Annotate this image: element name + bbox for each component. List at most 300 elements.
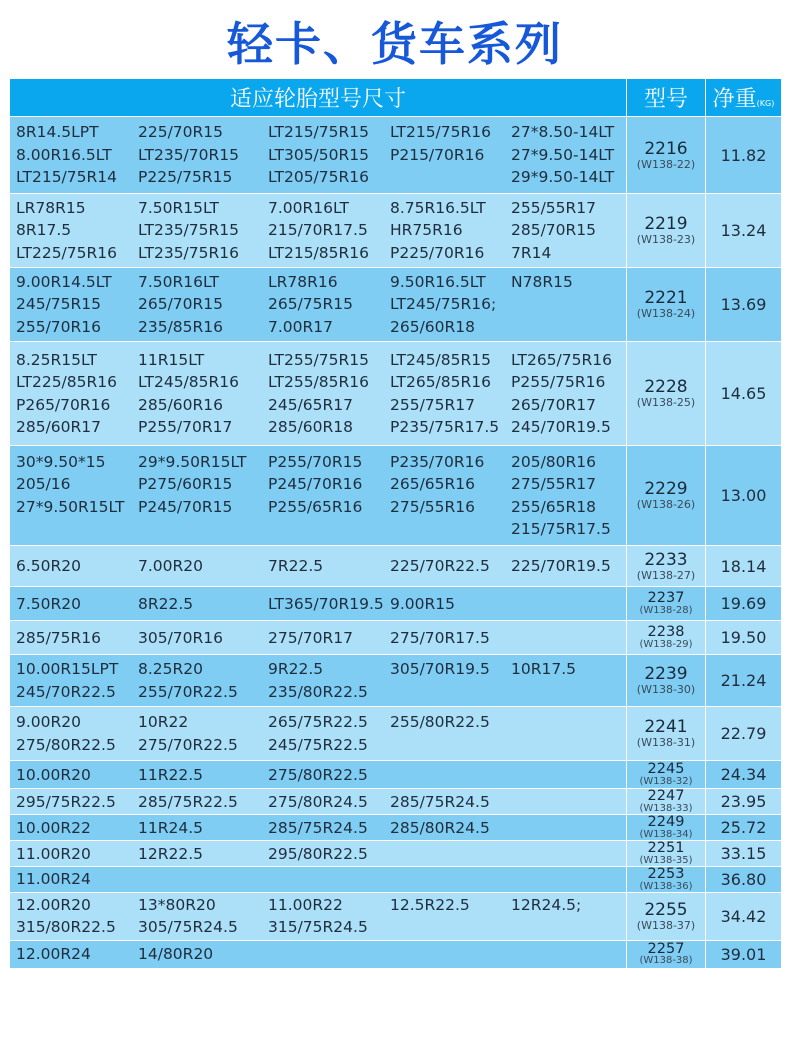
model-cell bbox=[627, 940, 706, 968]
tire-size: LT215/75R16 bbox=[390, 123, 491, 142]
tire-size: 9.00R20 bbox=[16, 713, 82, 731]
tire-size-line bbox=[16, 589, 626, 619]
tire-size: 285/75R22.5 bbox=[138, 792, 238, 811]
model-cell bbox=[627, 707, 706, 761]
tire-size: 225/70R19.5 bbox=[511, 556, 611, 575]
model-number: 2216 bbox=[644, 138, 688, 159]
tire-size: 11.00R20 bbox=[16, 844, 91, 863]
tire-size-line bbox=[16, 496, 626, 519]
tire-size bbox=[511, 711, 626, 734]
model-number: 2237 bbox=[647, 590, 685, 607]
tire-size: 7R14 bbox=[511, 243, 552, 262]
tire-size: 225/70R15 bbox=[138, 123, 224, 142]
tire-size: 235/85R16 bbox=[138, 317, 224, 336]
table-row bbox=[10, 655, 782, 707]
tire-size: N78R15 bbox=[511, 272, 573, 291]
tire-size: 245/70R19.5 bbox=[511, 418, 611, 436]
tire-size bbox=[138, 518, 268, 541]
tire-size: 10R17.5 bbox=[511, 660, 577, 678]
tire-size: 285/80R24.5 bbox=[390, 818, 490, 837]
tire-size-line bbox=[16, 451, 626, 474]
tire-size-line bbox=[16, 623, 626, 653]
tire-size: 10.00R22 bbox=[16, 818, 91, 837]
model-number: 2239 bbox=[644, 664, 688, 684]
tire-size: 7.50R16LT bbox=[138, 272, 219, 291]
tire-sizes-cell bbox=[10, 342, 627, 446]
table-row bbox=[10, 841, 782, 867]
tire-size: 275/70R17 bbox=[268, 628, 354, 647]
net-weight: 13.00 bbox=[706, 446, 782, 546]
tire-size bbox=[511, 843, 626, 865]
model-code: (W138-24) bbox=[636, 307, 696, 320]
tire-size-line bbox=[16, 121, 626, 144]
tire-size: 225/70R22.5 bbox=[390, 556, 490, 575]
tire-size: 245/75R15 bbox=[16, 295, 102, 314]
tire-size: LT245/85R15 bbox=[390, 350, 491, 369]
model-number: 2253 bbox=[647, 866, 685, 882]
tire-size: 9R22.5 bbox=[268, 660, 324, 678]
tire-size: P275/60R15 bbox=[138, 475, 233, 493]
tire-size: P265/70R16 bbox=[16, 395, 111, 414]
net-weight: 19.69 bbox=[706, 587, 782, 621]
tire-size-line bbox=[16, 416, 626, 439]
model-code: (W138-36) bbox=[639, 880, 693, 892]
model-cell bbox=[627, 446, 706, 546]
tire-size: 255/75R17 bbox=[390, 395, 476, 414]
tire-size: P255/75R16 bbox=[511, 373, 606, 391]
tire-sizes-cell bbox=[10, 268, 627, 342]
tire-sizes-cell bbox=[10, 655, 627, 707]
model-code: (W138-38) bbox=[639, 955, 693, 967]
tire-size: 285/75R24.5 bbox=[268, 818, 368, 837]
tire-size: 235/80R22.5 bbox=[268, 682, 368, 701]
tire-size bbox=[511, 791, 626, 813]
tire-size bbox=[511, 316, 626, 339]
tire-sizes-cell bbox=[10, 707, 627, 761]
tire-size: LR78R15 bbox=[16, 198, 86, 217]
net-weight: 13.24 bbox=[706, 194, 782, 268]
table-row bbox=[10, 621, 782, 655]
table-row bbox=[10, 194, 782, 268]
model-code: (W138-33) bbox=[639, 802, 693, 814]
net-weight: 34.42 bbox=[706, 892, 782, 940]
model-cell bbox=[627, 621, 706, 655]
tire-size-line bbox=[16, 658, 626, 681]
table-row bbox=[10, 761, 782, 789]
model-code: (W138-23) bbox=[636, 233, 696, 246]
tire-size: 10.00R15LPT bbox=[16, 660, 119, 678]
model-cell bbox=[627, 546, 706, 587]
tire-size bbox=[511, 623, 626, 653]
model-code: (W138-37) bbox=[636, 918, 696, 932]
model-number: 2219 bbox=[644, 214, 688, 234]
tire-sizes-cell bbox=[10, 841, 627, 867]
tire-size bbox=[511, 817, 626, 839]
tire-size-line bbox=[16, 555, 626, 578]
table-row bbox=[10, 867, 782, 893]
model-cell bbox=[627, 841, 706, 867]
model-number: 2233 bbox=[644, 549, 688, 570]
tire-size bbox=[511, 942, 626, 966]
model-cell bbox=[627, 655, 706, 707]
tire-size: 275/80R24.5 bbox=[268, 792, 368, 811]
model-cell bbox=[627, 268, 706, 342]
tire-size: 285/60R17 bbox=[16, 418, 102, 436]
tire-size: LT225/75R16 bbox=[16, 243, 117, 262]
tire-size: 265/65R16 bbox=[390, 475, 476, 493]
net-weight: 21.24 bbox=[706, 655, 782, 707]
tire-size: 275/55R16 bbox=[390, 497, 476, 516]
tire-size: 255/70R22.5 bbox=[138, 682, 238, 701]
tire-sizes-cell bbox=[10, 761, 627, 789]
model-cell bbox=[627, 761, 706, 789]
tire-size-line bbox=[16, 734, 626, 757]
tire-size: 305/70R16 bbox=[138, 628, 224, 647]
model-number: 2221 bbox=[644, 288, 688, 308]
tire-size-line bbox=[16, 293, 626, 316]
tire-size: 275/80R22.5 bbox=[16, 735, 116, 754]
tire-size: 29*9.50-14LT bbox=[511, 168, 615, 187]
tire-sizes-cell bbox=[10, 621, 627, 655]
model-code: (W138-30) bbox=[636, 683, 696, 696]
tire-size: 295/80R22.5 bbox=[268, 844, 368, 863]
model-code: (W138-35) bbox=[639, 854, 693, 866]
tire-size: 275/70R17.5 bbox=[390, 628, 490, 647]
tire-size: 8.00R16.5LT bbox=[16, 145, 112, 164]
tire-size: 8R14.5LPT bbox=[16, 123, 99, 142]
table-row bbox=[10, 892, 782, 940]
tire-sizes-cell bbox=[10, 892, 627, 940]
net-weight: 14.65 bbox=[706, 342, 782, 446]
tire-size bbox=[390, 869, 511, 889]
table-row bbox=[10, 789, 782, 815]
page-title: 轻卡、货车系列 bbox=[227, 17, 563, 71]
tire-size bbox=[268, 942, 390, 966]
tire-size: LT265/75R16 bbox=[511, 350, 612, 369]
tire-size: LT245/85R16 bbox=[138, 373, 239, 391]
model-code: (W138-34) bbox=[639, 828, 693, 840]
tire-size: 7.50R20 bbox=[16, 594, 82, 613]
tire-size-line bbox=[16, 518, 626, 541]
tire-size: 285/60R16 bbox=[138, 395, 224, 414]
tire-size bbox=[511, 589, 626, 619]
model-cell bbox=[627, 867, 706, 893]
table-row bbox=[10, 446, 782, 546]
header-tire-sizes: 适应轮胎型号尺寸 bbox=[10, 79, 627, 117]
tire-size: 11R15LT bbox=[138, 350, 205, 369]
tire-size: 12R24.5; bbox=[511, 895, 582, 914]
net-weight: 11.82 bbox=[706, 117, 782, 194]
tire-size: 12.00R20 bbox=[16, 895, 91, 914]
model-number: 2255 bbox=[644, 899, 688, 920]
tire-size-line bbox=[16, 219, 626, 242]
tire-size-line bbox=[16, 473, 626, 496]
tire-size: 305/70R19.5 bbox=[390, 660, 490, 678]
tire-size bbox=[511, 681, 626, 704]
tire-sizes-cell bbox=[10, 446, 627, 546]
model-code: (W138-29) bbox=[639, 638, 693, 650]
tire-size: P235/75R17.5 bbox=[390, 418, 500, 436]
tire-size: 27*9.50R15LT bbox=[16, 497, 125, 516]
tire-size: 12R22.5 bbox=[138, 844, 204, 863]
tire-size: 29*9.50R15LT bbox=[138, 452, 247, 471]
table-row bbox=[10, 117, 782, 194]
net-weight: 39.01 bbox=[706, 940, 782, 968]
model-code: (W138-25) bbox=[636, 396, 696, 409]
tire-size bbox=[390, 763, 511, 787]
table-row bbox=[10, 546, 782, 587]
tire-size: 7.00R20 bbox=[138, 556, 204, 575]
tire-size bbox=[511, 763, 626, 787]
tire-size: LT215/75R15 bbox=[268, 123, 369, 142]
tire-size bbox=[390, 681, 511, 704]
tire-size: 8R22.5 bbox=[138, 594, 194, 613]
tire-size-line bbox=[16, 242, 626, 265]
tire-size bbox=[268, 518, 390, 541]
tire-size: 7.00R17 bbox=[268, 317, 334, 336]
header-weight-label: 净重 bbox=[712, 87, 757, 112]
tire-size: P255/70R15 bbox=[268, 452, 363, 471]
tire-size: 14/80R20 bbox=[138, 945, 214, 963]
tire-size: HR75R16 bbox=[390, 221, 463, 240]
tire-size: LR78R16 bbox=[268, 272, 338, 291]
tire-size: 255/55R17 bbox=[511, 198, 597, 217]
net-weight: 18.14 bbox=[706, 546, 782, 587]
model-number: 2241 bbox=[644, 717, 688, 737]
model-cell bbox=[627, 789, 706, 815]
tire-size: LT235/75R15 bbox=[138, 221, 239, 240]
tire-size bbox=[390, 734, 511, 757]
tire-sizes-cell bbox=[10, 194, 627, 268]
tire-size: LT245/75R16; bbox=[390, 295, 497, 314]
tire-size-line bbox=[16, 817, 626, 839]
tire-size: LT205/75R16 bbox=[268, 168, 369, 187]
tire-size-line bbox=[16, 791, 626, 813]
tire-size-line bbox=[16, 869, 626, 889]
tire-size: 275/70R22.5 bbox=[138, 735, 238, 754]
tire-size: 8.75R16.5LT bbox=[390, 198, 486, 217]
model-cell bbox=[627, 342, 706, 446]
tire-size: 11.00R22 bbox=[268, 895, 343, 914]
tire-size-line bbox=[16, 271, 626, 294]
tire-size: P245/70R15 bbox=[138, 497, 233, 516]
model-cell bbox=[627, 815, 706, 841]
table-row bbox=[10, 587, 782, 621]
model-cell bbox=[627, 117, 706, 194]
tire-size: LT235/75R16 bbox=[138, 243, 239, 262]
tire-size: 30*9.50*15 bbox=[16, 452, 106, 471]
tire-size: 27*8.50-14LT bbox=[511, 123, 615, 142]
tire-size: LT215/75R14 bbox=[16, 168, 117, 187]
tire-size: 265/70R15 bbox=[138, 295, 224, 314]
tire-spec-table bbox=[9, 78, 782, 969]
tire-size: 265/75R22.5 bbox=[268, 713, 368, 731]
model-number: 2249 bbox=[647, 814, 685, 831]
table-row bbox=[10, 815, 782, 841]
tire-size-line bbox=[16, 371, 626, 394]
tire-size: 295/75R22.5 bbox=[16, 792, 116, 811]
tire-size: 10R22 bbox=[138, 713, 189, 731]
tire-sizes-cell bbox=[10, 117, 627, 194]
tire-sizes-cell bbox=[10, 940, 627, 968]
tire-size: 27*9.50-14LT bbox=[511, 145, 615, 164]
tire-size: 245/75R22.5 bbox=[268, 735, 368, 754]
tire-size: LT265/85R16 bbox=[390, 373, 491, 391]
tire-size bbox=[390, 843, 511, 865]
net-weight: 24.34 bbox=[706, 761, 782, 789]
tire-size bbox=[511, 869, 626, 889]
tire-size: LT365/70R19.5 bbox=[268, 594, 384, 613]
tire-size bbox=[390, 518, 511, 541]
tire-size bbox=[511, 293, 626, 316]
tire-size bbox=[268, 869, 390, 889]
table-row bbox=[10, 268, 782, 342]
tire-size: 215/70R17.5 bbox=[268, 221, 368, 240]
tire-size: LT305/50R15 bbox=[268, 145, 369, 164]
model-cell bbox=[627, 892, 706, 940]
table-row bbox=[10, 707, 782, 761]
tire-size-line bbox=[16, 349, 626, 372]
tire-size: 9.50R16.5LT bbox=[390, 272, 486, 291]
tire-size: LT255/85R16 bbox=[268, 373, 369, 391]
model-number: 2245 bbox=[647, 761, 685, 778]
tire-size: LT215/85R16 bbox=[268, 243, 369, 262]
tire-size: 205/16 bbox=[16, 475, 71, 493]
tire-size: P255/70R17 bbox=[138, 418, 233, 436]
header-model: 型号 bbox=[627, 79, 706, 117]
tire-size: LT255/75R15 bbox=[268, 350, 369, 369]
tire-size-line bbox=[16, 144, 626, 167]
tire-size: P245/70R16 bbox=[268, 475, 363, 493]
header-weight-unit: (KG) bbox=[756, 99, 775, 108]
tire-size: LT225/85R16 bbox=[16, 373, 117, 391]
tire-size: 255/70R16 bbox=[16, 317, 102, 336]
tire-size: 11.00R24 bbox=[16, 870, 91, 889]
tire-size: 285/60R18 bbox=[268, 418, 354, 436]
tire-size: 285/75R24.5 bbox=[390, 792, 490, 811]
header-weight bbox=[706, 79, 782, 117]
tire-size-line bbox=[16, 681, 626, 704]
tire-sizes-cell bbox=[10, 587, 627, 621]
net-weight: 25.72 bbox=[706, 815, 782, 841]
tire-size-line bbox=[16, 711, 626, 734]
tire-size: 12.5R22.5 bbox=[390, 895, 470, 914]
tire-size: 7R22.5 bbox=[268, 556, 324, 575]
tire-size: 245/70R22.5 bbox=[16, 682, 116, 701]
tire-size: P225/75R15 bbox=[138, 168, 233, 187]
tire-size: 315/80R22.5 bbox=[16, 918, 116, 936]
model-code: (W138-28) bbox=[639, 604, 693, 616]
net-weight: 22.79 bbox=[706, 707, 782, 761]
net-weight: 23.95 bbox=[706, 789, 782, 815]
tire-size: 8.25R15LT bbox=[16, 350, 97, 369]
model-number: 2251 bbox=[647, 840, 685, 857]
tire-size: 7.50R15LT bbox=[138, 198, 219, 217]
tire-size: 7.00R16LT bbox=[268, 198, 349, 217]
model-cell bbox=[627, 194, 706, 268]
model-number: 2257 bbox=[647, 940, 685, 957]
tire-size: 245/65R17 bbox=[268, 395, 354, 414]
tire-sizes-cell bbox=[10, 546, 627, 587]
tire-size-line bbox=[16, 843, 626, 865]
tire-size: 285/75R16 bbox=[16, 628, 102, 647]
tire-size: 12.00R24 bbox=[16, 945, 91, 963]
tire-size: 265/70R17 bbox=[511, 395, 597, 414]
tire-size-line bbox=[16, 763, 626, 787]
model-number: 2247 bbox=[647, 788, 685, 805]
tire-size: 275/55R17 bbox=[511, 475, 597, 493]
model-number: 2238 bbox=[647, 624, 685, 641]
model-cell bbox=[627, 587, 706, 621]
tire-size bbox=[511, 916, 626, 939]
model-number: 2228 bbox=[644, 377, 688, 397]
tire-size: 265/60R18 bbox=[390, 317, 476, 336]
tire-sizes-cell bbox=[10, 815, 627, 841]
model-number: 2229 bbox=[644, 479, 688, 499]
tire-size bbox=[138, 869, 268, 889]
tire-size: 13*80R20 bbox=[138, 895, 216, 914]
tire-size: 275/80R22.5 bbox=[268, 765, 368, 784]
tire-size: 205/80R16 bbox=[511, 452, 597, 471]
tire-size: 11R24.5 bbox=[138, 818, 204, 837]
tire-size: 285/70R15 bbox=[511, 221, 597, 240]
tire-size: 315/75R24.5 bbox=[268, 918, 368, 936]
tire-size: P225/70R16 bbox=[390, 243, 485, 262]
tire-size-line bbox=[16, 166, 626, 189]
tire-size bbox=[16, 518, 138, 541]
tire-size-line bbox=[16, 942, 626, 966]
tire-size bbox=[390, 942, 511, 966]
tire-size: 215/75R17.5 bbox=[511, 520, 611, 538]
net-weight: 36.80 bbox=[706, 867, 782, 893]
tire-size-line bbox=[16, 197, 626, 220]
tire-size: P235/70R16 bbox=[390, 452, 485, 471]
tire-sizes-cell bbox=[10, 789, 627, 815]
model-code: (W138-22) bbox=[636, 157, 696, 171]
net-weight: 19.50 bbox=[706, 621, 782, 655]
net-weight: 13.69 bbox=[706, 268, 782, 342]
tire-size: 8R17.5 bbox=[16, 221, 72, 240]
tire-size bbox=[511, 734, 626, 757]
net-weight: 33.15 bbox=[706, 841, 782, 867]
tire-size: 9.00R15 bbox=[390, 594, 456, 613]
tire-size: 9.00R14.5LT bbox=[16, 272, 112, 291]
tire-size: LT235/70R15 bbox=[138, 145, 239, 164]
table-row bbox=[10, 940, 782, 968]
model-code: (W138-31) bbox=[636, 736, 696, 749]
tire-size: 255/65R18 bbox=[511, 497, 597, 516]
tire-size: P215/70R16 bbox=[390, 145, 485, 164]
model-code: (W138-27) bbox=[636, 568, 696, 582]
tire-size: 265/75R15 bbox=[268, 295, 354, 314]
model-code: (W138-26) bbox=[636, 498, 696, 511]
tire-size: 10.00R20 bbox=[16, 765, 91, 784]
tire-size-line bbox=[16, 894, 626, 917]
tire-sizes-cell bbox=[10, 867, 627, 893]
tire-size: 255/80R22.5 bbox=[390, 713, 490, 731]
tire-size: 8.25R20 bbox=[138, 660, 204, 678]
tire-size-line bbox=[16, 394, 626, 417]
tire-size: 11R22.5 bbox=[138, 765, 204, 784]
tire-size-line bbox=[16, 316, 626, 339]
tire-size: 305/75R24.5 bbox=[138, 918, 238, 936]
tire-size bbox=[390, 916, 511, 939]
table-row bbox=[10, 342, 782, 446]
tire-size-line bbox=[16, 916, 626, 939]
tire-size: 6.50R20 bbox=[16, 556, 82, 575]
model-code: (W138-32) bbox=[639, 775, 693, 787]
tire-size: P255/65R16 bbox=[268, 497, 363, 516]
